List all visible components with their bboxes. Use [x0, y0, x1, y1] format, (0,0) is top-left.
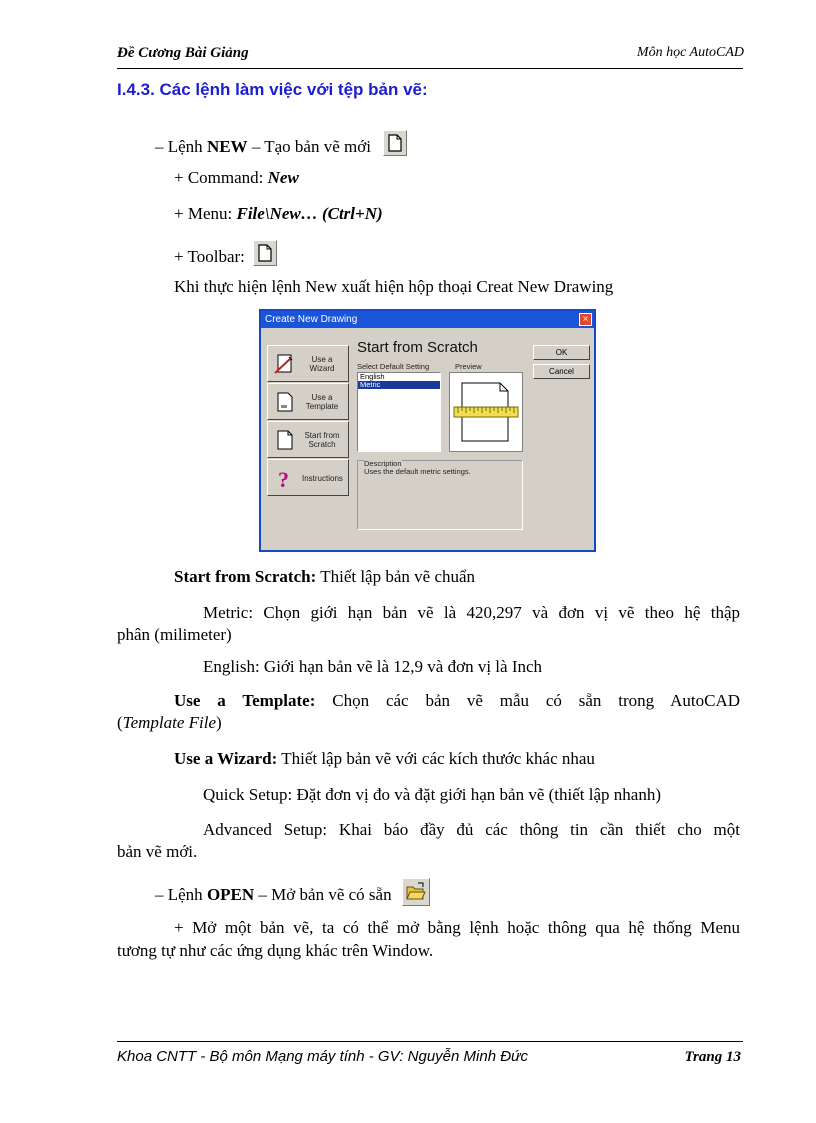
command-line	[174, 167, 299, 189]
open-command-line	[155, 878, 430, 906]
header-left: Đề Cương Bài Giảng	[117, 45, 249, 61]
menu-value: File\New… (Ctrl+N)	[236, 204, 383, 223]
start-from-scratch-button[interactable]	[267, 421, 349, 458]
cancel-button[interactable]: Cancel	[533, 364, 590, 379]
bullet-dash: –	[155, 885, 164, 904]
paren-close: )	[216, 713, 222, 732]
new-file-icon	[383, 130, 407, 156]
paren-open: (	[117, 713, 123, 732]
toolbar-line	[174, 240, 277, 268]
scratch-term: Start from Scratch:	[174, 567, 317, 586]
open-prefix: Lệnh	[167, 885, 207, 904]
template-text: Chọn các bản vẽ mẫu có sẵn trong AutoCAD	[315, 691, 740, 710]
dialog-title: Create New Drawing	[261, 311, 594, 328]
quick-setup-paragraph: Quick Setup: Đặt đơn vị đo và đặt giới hạn bản vẽ (thiết lập nhanh)	[203, 785, 661, 804]
advanced-line2: bản vẽ mới.	[117, 842, 198, 861]
list-item-english[interactable]: English	[360, 372, 385, 381]
new-prefix: Lệnh	[167, 137, 207, 156]
template-file: Template File	[122, 713, 217, 732]
open-name: OPEN	[206, 885, 255, 904]
header-right: Môn học AutoCAD	[636, 45, 744, 60]
description-label: Description	[364, 459, 402, 468]
new-command-line	[155, 130, 407, 158]
svg-text:?: ?	[278, 467, 289, 491]
wizard-icon	[274, 353, 296, 375]
description-text: Uses the default metric settings.	[364, 467, 471, 476]
open-desc-line2: tương tự như các ứng dụng khác trên Window.	[117, 941, 434, 960]
intro-new: Khi thực hiện lệnh New xuất hiện hộp thoại Creat New Drawing	[174, 277, 614, 296]
description-box	[357, 460, 523, 530]
advanced-line1: Advanced Setup: Khai báo đầy đủ các thông tin cần thiết cho một	[203, 820, 740, 839]
preview-label: Preview	[455, 362, 482, 371]
open-suffix: – Mở bản vẽ có sẵn	[254, 885, 392, 904]
menu-line	[174, 203, 383, 225]
preview-pane	[449, 372, 523, 452]
list-item-metric[interactable]: Metric	[358, 381, 440, 389]
use-template-label: Use a Template	[305, 393, 339, 411]
scratch-paragraph	[174, 566, 475, 588]
page-number: Trang 13	[684, 1049, 741, 1065]
menu-label: + Menu:	[174, 204, 237, 223]
instructions-button[interactable]	[267, 459, 349, 496]
section-title: I.4.3. Các lệnh làm việc với tệp bản vẽ:	[117, 80, 428, 99]
metric-line2: phân (milimeter)	[117, 625, 232, 644]
template-line1	[174, 690, 740, 712]
template-line2	[117, 712, 222, 734]
select-default-label: Select Default Setting	[357, 362, 430, 371]
create-new-drawing-dialog	[259, 309, 596, 552]
default-setting-list[interactable]	[357, 372, 441, 452]
ok-button[interactable]: OK	[533, 345, 590, 360]
use-template-button[interactable]	[267, 383, 349, 420]
footer-left: Khoa CNTT - Bộ môn Mạng máy tính - GV: Nguyễn Minh Đức	[117, 1048, 529, 1065]
question-mark-icon	[274, 467, 296, 491]
use-wizard-button[interactable]	[267, 345, 349, 382]
toolbar-label: + Toolbar:	[174, 247, 245, 266]
use-wizard-label: Use a Wizard	[309, 355, 335, 373]
template-icon	[274, 391, 296, 413]
open-desc-line1: + Mở một bản vẽ, ta có thể mở bằng lệnh hoặc thông qua hệ thống Menu	[174, 918, 740, 937]
scratch-text: Thiết lập bản vẽ chuẩn	[316, 567, 476, 586]
bullet-dash: –	[155, 137, 164, 156]
new-name: NEW	[206, 137, 248, 156]
header-divider	[117, 68, 743, 69]
new-toolbar-icon	[253, 240, 277, 266]
wizard-term: Use a Wizard:	[174, 749, 278, 768]
wizard-paragraph	[174, 748, 595, 770]
instructions-label: Instructions	[302, 474, 343, 483]
new-suffix: – Tạo bản vẽ mới	[247, 137, 371, 156]
command-value: New	[267, 168, 299, 187]
preview-ruler-icon	[450, 373, 522, 451]
wizard-text: Thiết lập bản vẽ với các kích thước khác nhau	[277, 749, 595, 768]
blank-document-icon	[274, 429, 296, 451]
close-icon[interactable]: ×	[579, 313, 592, 326]
english-paragraph: English: Giới hạn bản vẽ là 12,9 và đơn vị là Inch	[203, 657, 543, 676]
start-from-scratch-label: Start from Scratch	[304, 431, 340, 449]
open-folder-icon	[402, 878, 430, 906]
template-term: Use a Template:	[174, 691, 316, 710]
footer-divider	[117, 1041, 743, 1042]
metric-line1: Metric: Chọn giới hạn bản vẽ là 420,297 và đơn vị vẽ theo hệ thập	[203, 603, 740, 622]
command-label: + Command:	[174, 168, 268, 187]
dialog-heading: Start from Scratch	[357, 339, 478, 356]
